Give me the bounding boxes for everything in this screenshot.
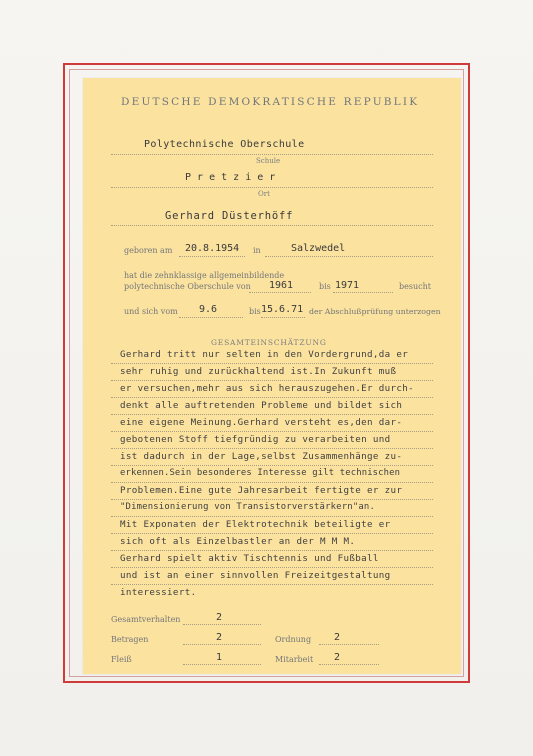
attendance-visited: besucht xyxy=(399,282,431,291)
exam-suffix: der Abschlußprüfung unterzogen xyxy=(309,307,441,316)
place-line xyxy=(111,187,433,188)
assessment-rule xyxy=(111,499,433,500)
assessment-line: ist dadurch in der Lage,selbst Zusammenhänge zu- xyxy=(120,451,403,462)
grade-conduct-value: 2 xyxy=(216,632,223,643)
grade-diligence-value: 1 xyxy=(216,652,223,663)
certificate-sheet xyxy=(83,78,461,674)
student-name-line xyxy=(111,225,433,226)
assessment-rule xyxy=(111,380,433,381)
assessment-line: "Dimensionierung von Transistorverstärkern"an. xyxy=(120,502,375,512)
exam-from-line xyxy=(179,317,243,318)
assessment-line: eine eigene Meinung.Gerhard versteht es,den dar- xyxy=(120,417,403,428)
assessment-rule xyxy=(111,550,433,551)
attendance-from: 1961 xyxy=(269,280,294,291)
grade-behavior-label: Gesamtverhalten xyxy=(111,615,181,624)
assessment-line: Mit Exponaten der Elektrotechnik beteiligte er xyxy=(120,519,391,530)
grade-behavior-line xyxy=(183,624,261,625)
attendance-line-2: polytechnische Oberschule von xyxy=(124,282,251,291)
birth-in-label: in xyxy=(253,246,261,255)
birth-date-line xyxy=(179,256,245,257)
grade-order-value: 2 xyxy=(334,632,341,643)
grade-participation-label: Mitarbeit xyxy=(275,655,314,664)
assessment-line: sehr ruhig und zurückhaltend ist.In Zukunft muß xyxy=(120,366,397,377)
attendance-line-1: hat die zehnklassige allgemeinbildende xyxy=(124,271,285,280)
school-place: P r e t z i e r xyxy=(185,172,276,183)
grade-order-label: Ordnung xyxy=(275,635,312,644)
grade-conduct-line xyxy=(183,644,261,645)
assessment-title: GESAMTEINSCHÄTZUNG xyxy=(211,338,327,347)
attendance-from-line xyxy=(249,292,311,293)
attendance-to-label: bis xyxy=(319,282,331,291)
grade-participation-value: 2 xyxy=(334,652,341,663)
assessment-line: Gerhard spielt aktiv Tischtennis und Fußball xyxy=(120,553,379,564)
exam-to: 15.6.71 xyxy=(261,304,304,315)
assessment-line: interessiert. xyxy=(120,587,197,598)
exam-from: 9.6 xyxy=(199,304,218,315)
assessment-rule xyxy=(111,465,433,466)
exam-to-line xyxy=(261,317,305,318)
grade-order-line xyxy=(319,644,379,645)
assessment-rule xyxy=(111,533,433,534)
assessment-rule xyxy=(111,516,433,517)
exam-prefix: und sich vom xyxy=(124,307,178,316)
assessment-rule xyxy=(111,363,433,364)
grade-diligence-label: Fleiß xyxy=(111,655,132,664)
school-name: Polytechnische Oberschule xyxy=(144,139,305,150)
school-caption: Schule xyxy=(256,157,281,165)
birth-date: 20.8.1954 xyxy=(185,243,240,254)
school-line xyxy=(111,154,433,155)
attendance-to: 1971 xyxy=(335,280,360,291)
assessment-rule xyxy=(111,584,433,585)
assessment-line: Problemen.Eine gute Jahresarbeit fertigte er zur xyxy=(120,485,403,496)
country-header: DEUTSCHE DEMOKRATISCHE REPUBLIK xyxy=(121,96,420,108)
assessment-rule xyxy=(111,482,433,483)
exam-to-label: bis xyxy=(249,307,261,316)
assessment-line: Gerhard tritt nur selten in den Vordergrund,da er xyxy=(120,349,409,360)
assessment-rule xyxy=(111,414,433,415)
birth-place: Salzwedel xyxy=(291,243,346,254)
assessment-rule xyxy=(111,397,433,398)
grade-participation-line xyxy=(319,664,379,665)
attendance-to-line xyxy=(333,292,393,293)
assessment-line: und ist an einer sinnvollen Freizeitgestaltung xyxy=(120,570,391,581)
grade-diligence-line xyxy=(183,664,261,665)
grade-conduct-label: Betragen xyxy=(111,635,149,644)
assessment-rule xyxy=(111,567,433,568)
grade-behavior-value: 2 xyxy=(216,612,223,623)
place-caption: Ort xyxy=(258,190,270,198)
assessment-line: gebotenen Stoff tiefgründig zu verarbeiten und xyxy=(120,434,391,445)
student-name: Gerhard Düsterhöff xyxy=(165,210,294,222)
assessment-rule xyxy=(111,431,433,432)
birth-label: geboren am xyxy=(124,246,173,255)
assessment-rule xyxy=(111,448,433,449)
assessment-line: sich oft als Einzelbastler an der M M M. xyxy=(120,536,356,547)
assessment-line: erkennen.Sein besonderes Interesse gilt technischen xyxy=(120,468,401,478)
assessment-line: er versuchen,mehr aus sich herauszugehen.Er durch- xyxy=(120,383,415,394)
birth-place-line xyxy=(265,256,433,257)
assessment-line: denkt alle auftretenden Probleme und bildet sich xyxy=(120,400,403,411)
